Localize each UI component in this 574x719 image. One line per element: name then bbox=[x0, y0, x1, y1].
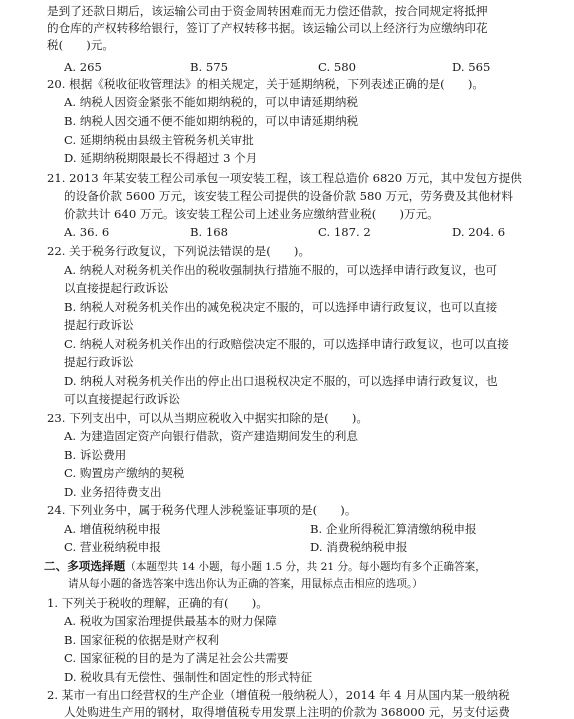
section-note: 请从每小题的备选答案中选出你认为正确的答案，用鼠标点击相应的选项。） bbox=[68, 578, 423, 590]
question-stem: 人处购进生产用的钢材，取得增值税专用发票上注明的价款为 368000 元，另支付运费 bbox=[64, 705, 510, 719]
option-d[interactable]: D. 税收具有无偿性、强制性和固定性的形式特征 bbox=[64, 670, 313, 684]
option-d-cont[interactable]: 可以直接提起行政诉讼 bbox=[64, 392, 180, 406]
option-a[interactable]: A. 36. 6 bbox=[64, 225, 110, 239]
option-c[interactable]: C. 购置房产缴纳的契税 bbox=[64, 466, 185, 480]
option-b[interactable]: B. 纳税人对税务机关作出的减免税决定不服的，可以选择申请行政复议，也可以直接 bbox=[64, 300, 498, 314]
option-a[interactable]: A. 纳税人因资金紧张不能如期纳税的，可以申请延期纳税 bbox=[64, 95, 358, 109]
option-c[interactable]: C. 580 bbox=[318, 60, 356, 74]
option-d[interactable]: D. 消费税纳税申报 bbox=[310, 540, 408, 554]
option-a[interactable]: A. 税收为国家治理提供最基本的财力保障 bbox=[64, 614, 277, 628]
question-stem: 23. 下列支出中，可以从当期应税收入中据实扣除的是( )。 bbox=[47, 411, 369, 425]
intro-line: 的仓库的产权转移给银行，签订了产权转移书据。该运输公司以上经济行为应缴纳印花 bbox=[47, 21, 488, 35]
option-a[interactable]: A. 增值税纳税申报 bbox=[64, 522, 161, 536]
question-stem: 的设备价款 5600 万元，该安装工程公司提供的设备价款 580 万元，劳务费及其他材料 bbox=[64, 189, 513, 203]
section-title: 二、多项选择题 bbox=[44, 559, 126, 573]
question-stem: 24. 下列业务中，属于税务代理人涉税鉴证事项的是( )。 bbox=[47, 503, 357, 517]
option-d[interactable]: D. 延期纳税期限最长不得超过 3 个月 bbox=[64, 151, 258, 165]
option-a[interactable]: A. 为建造固定资产向银行借款，资产建造期间发生的利息 bbox=[64, 429, 358, 443]
question-stem: 1. 下列关于税收的理解，正确的有( )。 bbox=[47, 596, 268, 610]
option-d[interactable]: D. 业务招待费支出 bbox=[64, 485, 162, 499]
intro-line: 税( )元。 bbox=[47, 38, 115, 52]
option-c-cont[interactable]: 提起行政诉讼 bbox=[64, 355, 134, 369]
option-d[interactable]: D. 565 bbox=[452, 60, 491, 74]
option-c[interactable]: C. 187. 2 bbox=[318, 225, 371, 239]
question-stem: 21. 2013 年某安装工程公司承包一项安装工程，该工程总造价 6820 万元，其中发包方提供 bbox=[47, 171, 522, 185]
question-stem: 2. 某市一有出口经营权的生产企业（增值税一般纳税人），2014 年 4 月从国内某一般纳税 bbox=[47, 688, 510, 702]
option-b-cont[interactable]: 提起行政诉讼 bbox=[64, 318, 134, 332]
section-note: （本题型共 14 小题，每小题 1.5 分，共 21 分。每小题均有多个正确答案， bbox=[125, 561, 486, 573]
option-a[interactable]: A. 纳税人对税务机关作出的税收强制执行措施不服的，可以选择申请行政复议，也可 bbox=[64, 263, 498, 277]
option-c[interactable]: C. 延期纳税由县级主管税务机关审批 bbox=[64, 133, 254, 147]
option-d[interactable]: D. 204. 6 bbox=[452, 225, 506, 239]
option-d[interactable]: D. 纳税人对税务机关作出的停止出口退税权决定不服的，可以选择申请行政复议，也 bbox=[64, 374, 498, 388]
option-b[interactable]: B. 纳税人因交通不便不能如期纳税的，可以申请延期纳税 bbox=[64, 114, 359, 128]
option-a-cont[interactable]: 以直接提起行政诉讼 bbox=[64, 281, 169, 295]
option-b[interactable]: B. 诉讼费用 bbox=[64, 448, 127, 462]
intro-line: 是到了还款日期后，该运输公司由于资金周转困难而无力偿还借款，按合同规定将抵押 bbox=[47, 4, 488, 18]
option-b[interactable]: B. 168 bbox=[190, 225, 229, 239]
question-stem: 价款共计 640 万元。该安装工程公司上述业务应缴纳营业税( )万元。 bbox=[64, 207, 439, 221]
option-c[interactable]: C. 纳税人对税务机关作出的行政赔偿决定不服的，可以选择申请行政复议，也可以直接 bbox=[64, 337, 509, 351]
option-c[interactable]: C. 国家征税的目的是为了满足社会公共需要 bbox=[64, 651, 289, 665]
question-stem: 20. 根据《税收征收管理法》的相关规定，关于延期纳税，下列表述正确的是( )。 bbox=[47, 77, 484, 91]
option-b[interactable]: B. 575 bbox=[190, 60, 229, 74]
option-c[interactable]: C. 营业税纳税申报 bbox=[64, 540, 161, 554]
option-b[interactable]: B. 企业所得税汇算清缴纳税申报 bbox=[310, 522, 477, 536]
option-b[interactable]: B. 国家征税的依据是财产权利 bbox=[64, 633, 220, 647]
section-header bbox=[44, 559, 486, 574]
question-stem: 22. 关于税务行政复议，下列说法错误的是( )。 bbox=[47, 244, 311, 258]
option-a[interactable]: A. 265 bbox=[64, 60, 102, 74]
